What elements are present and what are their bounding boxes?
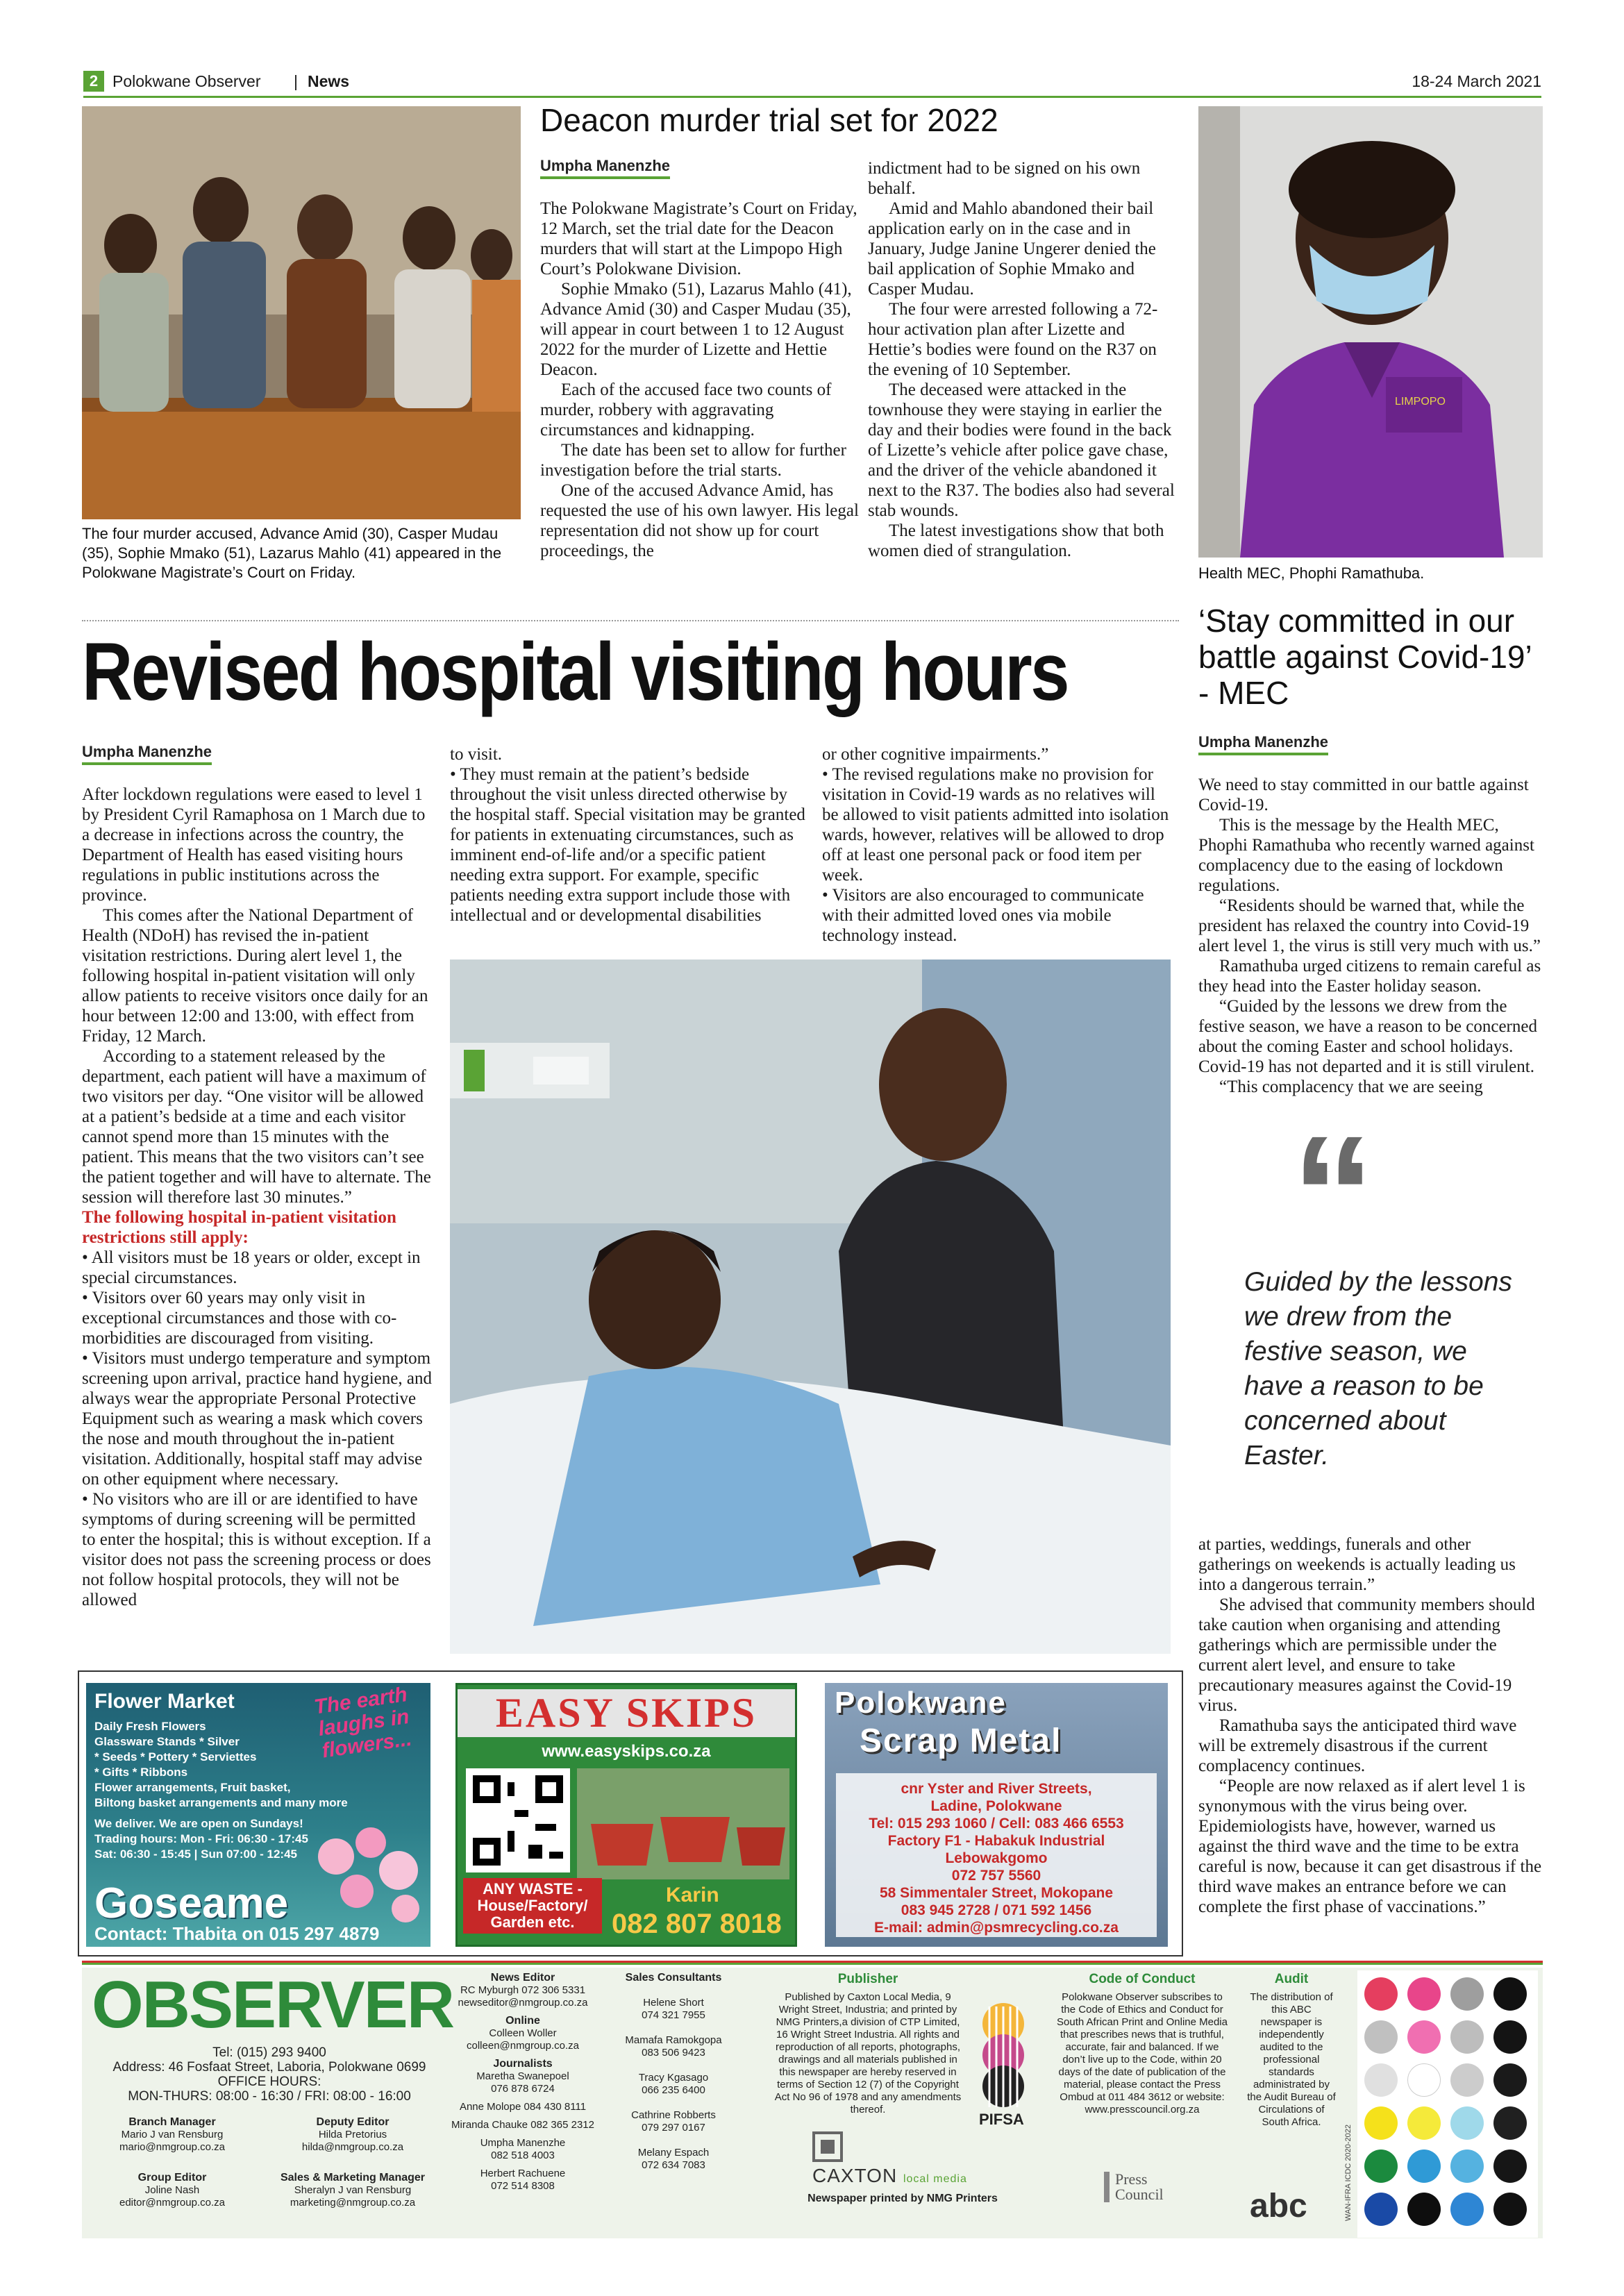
pullquote: Guided by the lessons we drew from the festive season, we have a reason to be concerned about Easter. (1244, 1267, 1512, 1470)
paragraph: After lockdown regulations were eased to level 1 by President Cyril Ramaphosa on 1 March due to a decrease in infections across the country, the Department of Health has eased visiting hours regulations in public institutions across the province. (82, 785, 426, 905)
colour-swatch (1450, 1977, 1484, 2011)
publisher-text: Published by Caxton Local Media, 9 Wright Street, Industria; and printed by NMG Printers,a division of CTP Limited, 16 Wright Street Industria. All rights and reproduction of all reports, photographs, drawings and all materials published in this newspaper are hereby reserved in terms of Section 12 (7) of the Copyright Act No 96 of 1978 and any amendments thereof. (774, 1991, 962, 2115)
colour-swatch (1407, 2020, 1441, 2054)
paragraph: or other cognitive impairments.” (822, 745, 1049, 764)
caxton-name: CAXTON (812, 2165, 898, 2186)
caxton-logo-icon (812, 2131, 843, 2162)
sales-name: Melany Espach (637, 2147, 710, 2159)
journalist: Herbert Rachuene (480, 2168, 566, 2179)
role-email: colleen@nmgroup.co.za (467, 2040, 579, 2052)
role-name: Colleen Woller (489, 2027, 557, 2039)
deputy-editor (262, 2116, 443, 2154)
printed-by: Newspaper printed by NMG Printers (807, 2193, 998, 2204)
pifsa-label: PIFSA (979, 2111, 1024, 2128)
blossom-icon (308, 1822, 426, 1926)
paragraph: Ramathuba urged citizens to remain careful as they head into the Easter holiday season. (1198, 957, 1541, 996)
bullet: • All visitors must be 18 years or older, except in special circumstances. (82, 1248, 421, 1287)
sales-phone: 074 321 7955 (642, 2009, 705, 2021)
page-number-box: 2 (83, 71, 104, 92)
paragraph: This is the message by the Health MEC, Phophi Ramathuba who recently warned against complacency due to the easing of lockdown regulations. (1198, 816, 1534, 895)
header-rule (83, 96, 1541, 98)
role-title: Sales & Marketing Manager (280, 2172, 426, 2184)
svg-text:LIMPOPO: LIMPOPO (1395, 396, 1446, 408)
section-divider (82, 620, 1179, 621)
role-title: Deputy Editor (316, 2116, 390, 2128)
scrap-line: Factory F1 - Habakuk Industrial (887, 1833, 1105, 1849)
skips-waste: ANY WASTE - House/Factory/ Garden etc. (463, 1878, 602, 1934)
easy-skips-ad[interactable] (455, 1683, 797, 1947)
role-title: Audit (1274, 1972, 1309, 1986)
colour-swatch (1364, 2150, 1398, 2183)
sales-name: Cathrine Robberts (631, 2109, 716, 2121)
role-title: Journalists (493, 2058, 553, 2070)
colour-swatch (1493, 2106, 1527, 2140)
publisher (771, 1972, 965, 2116)
hospital-headline: Revised hospital visiting hours (82, 626, 1068, 718)
paragraph: “Residents should be warned that, while the president has relaxed the country into Covid-19 alert level 1, the virus is still very much with us.” (1198, 896, 1541, 955)
paragraph: to visit. (450, 745, 503, 764)
hospital-col-3 (822, 744, 1169, 946)
flower-line: Sat: 06:30 - 15:45 | Sun 07:00 - 12:45 (94, 1847, 298, 1861)
paragraph: We need to stay committed in our battle against Covid-19. (1198, 776, 1529, 814)
audit (1246, 1972, 1337, 2129)
colour-swatch (1364, 2193, 1398, 2226)
mec-byline: Umpha Manenzhe (1198, 733, 1328, 755)
colour-swatch (1407, 2063, 1441, 2097)
wan-ifra-label: WAN-IFRA ICDC 2020-2022 (1344, 2125, 1353, 2221)
scrap-line: 58 Simmentaler Street, Mokopane (879, 1885, 1114, 1901)
colour-swatch (1493, 2020, 1527, 2054)
court-photo (82, 106, 521, 519)
footer-office-hours-title: OFFICE HOURS: (217, 2075, 321, 2089)
hospital-photo (450, 960, 1171, 1654)
colour-swatch (1493, 1977, 1527, 2011)
role-email: editor@nmgroup.co.za (119, 2197, 225, 2209)
scrap-line: E-mail: admin@psmrecycling.co.za (874, 1920, 1119, 1936)
footer-masthead: OBSERVER (92, 1968, 454, 2042)
red-subhead: The following hospital in-patient visitation restrictions still apply: (82, 1208, 396, 1247)
paragraph: This comes after the National Department of Health (NDoH) has revised the in-patient visitation restrictions. During alert level 1, the following hospital in-patient visitation will only allow patients to receive visitors once daily for an hour between 12:00 and 13:00, with effect from Friday, 12 March. (82, 906, 428, 1046)
conduct-text: Polokwane Observer subscribes to the Code of Ethics and Conduct for South African Print and Online Media that prescribes news that is truthful, accurate, fair and balanced. If we don’t live up to the Code, within 20 days of the date of publication of the material, please contact the Press Ombud at 011 484 3612 or website: www.presscouncil.org.za (1057, 1991, 1228, 2115)
mec-headline: ‘Stay committed in our battle against Covid-19’ - MEC (1198, 603, 1532, 711)
footer-rule (82, 1961, 1543, 1965)
flower-line: Flower arrangements, Fruit basket, (94, 1781, 291, 1794)
paragraph: The date has been set to allow for further investigation before the trial starts. (540, 441, 846, 480)
paper-name: Polokwane Observer (112, 72, 261, 90)
sales-name: Mamafa Ramokgopa (625, 2034, 722, 2046)
skip-bins-image (577, 1768, 789, 1879)
deacon-byline: Umpha Manenzhe (540, 157, 670, 179)
sales-phone: 079 297 0167 (642, 2122, 705, 2134)
colour-swatch (1450, 2063, 1484, 2097)
flower-contact: Contact: Thabita on 015 297 4879 (94, 1923, 380, 1944)
paragraph: Ramathuba says the anticipated third wave will be extremely disastrous if the current complacency continues. (1198, 1716, 1517, 1775)
role-name: Mario J van Rensburg (121, 2129, 224, 2140)
branch-manager (82, 2116, 262, 2154)
journalist: 076 878 6724 (491, 2083, 555, 2095)
role-name: Hilda Pretorius (318, 2129, 387, 2140)
section-name: News (308, 72, 350, 90)
role-title: Code of Conduct (1089, 1972, 1196, 1986)
scrap-line: Tel: 015 293 1060 / Cell: 083 466 6553 (869, 1816, 1124, 1832)
journalist: Umpha Manenzhe (480, 2137, 566, 2149)
colour-swatch (1407, 2150, 1441, 2183)
scrap-line: Ladine, Polokwane (930, 1798, 1062, 1814)
deacon-byline-wrap (540, 157, 670, 179)
paragraph: The Polokwane Magistrate’s Court on Friday, 12 March, set the trial date for the Deacon murders that will start at the Limpopo High Court’s Polokwane Division. (540, 199, 857, 278)
journalist: Maretha Swanepoel (476, 2070, 569, 2082)
deacon-col-1 (540, 199, 861, 561)
mec-col-bottom (1198, 1534, 1543, 1917)
header-separator: | (294, 72, 298, 90)
colour-swatch (1364, 2020, 1398, 2054)
paragraph: indictment had to be signed on his own behalf. (868, 159, 1141, 198)
qr-code-icon[interactable] (466, 1768, 570, 1872)
role-email: hilda@nmgroup.co.za (301, 2141, 404, 2153)
role-title: Online (505, 2015, 540, 2027)
role-title: News Editor (490, 1972, 555, 1984)
footer-tel: Tel: (015) 293 9400 (212, 2045, 326, 2060)
role-title: Branch Manager (128, 2116, 216, 2128)
flower-line: Glassware Stands * Silver (94, 1735, 240, 1748)
colour-swatch (1364, 1977, 1398, 2011)
colour-swatch (1364, 2063, 1398, 2097)
paragraph: One of the accused Advance Amid, has requested the use of his own lawyer. His legal representation did not show up for court proceedings, the (540, 481, 859, 560)
scrap-title-2: Scrap Metal (860, 1723, 1062, 1759)
bullet: • Visitors must undergo temperature and symptom screening upon arrival, practice hand hygiene, and always wear the appropriate Personal Protective Equipment such as wearing a mask which covers the nose and mouth throughout the in-patient visitation. Additionally, hospital staff may advise on other equipment where necessary. (82, 1349, 432, 1489)
skips-name: Karin (666, 1884, 719, 1907)
scrap-line: 083 945 2728 / 071 592 1456 (901, 1902, 1092, 1918)
colour-swatch (1364, 2106, 1398, 2140)
skips-title: EASY SKIPS (458, 1689, 795, 1737)
role-email: mario@nmgroup.co.za (119, 2141, 225, 2153)
hospital-byline-wrap (82, 743, 212, 765)
press-council-logo: Press Council (1104, 2172, 1180, 2202)
sales-name: Tracy Kgasago (638, 2072, 709, 2084)
role-email: newseditor@nmgroup.co.za (458, 1997, 588, 2009)
sales-phone: 083 506 9423 (642, 2047, 705, 2059)
colour-swatch (1407, 2106, 1441, 2140)
mec-col-top (1198, 775, 1543, 1097)
paragraph: She advised that community members should take caution when organising and attending gatherings which are permissible under the current alert level, and ensure to take precautionary measures against the Covid-19 virus. (1198, 1595, 1535, 1715)
role-title: Sales Consultants (625, 1972, 722, 1984)
deacon-headline: Deacon murder trial set for 2022 (540, 102, 998, 138)
flower-brand: Goseame (94, 1879, 289, 1927)
journalist: Anne Molope 084 430 8111 (459, 2101, 587, 2113)
footer-contact (82, 2045, 457, 2104)
paragraph: at parties, weddings, funerals and other gatherings on weekends is actually leading us into a dangerous terrain.” (1198, 1535, 1516, 1594)
paragraph: Amid and Mahlo abandoned their bail application early on in the case and in January, Judge Janine Ungerer denied the bail application of Sophie Mmako and Casper Mudau. (868, 199, 1156, 299)
paragraph: The deceased were attacked in the townhouse they were staying in earlier the day and their bodies were found in the back of Lizette’s vehicle after police gave chase, and the driver of the vehicle abandoned it next to the R37. The bodies also had several stab wounds. (868, 380, 1175, 520)
journalist: 072 514 8308 (491, 2180, 555, 2192)
paragraph: “People are now relaxed as if alert level 1 is synonymous with the virus being over. Epidemiologists have, however, warned us against the third wave and the time to be extra careful is now, because it can get disastrous if the third wave makes an entrance before we can complete the first phase of vaccinations.” (1198, 1777, 1542, 1916)
flower-line: Daily Fresh Flowers (94, 1720, 206, 1733)
mec-byline-wrap (1198, 733, 1328, 755)
scrap-line: Lebowakgomo (945, 1850, 1048, 1866)
scrap-info-box (836, 1773, 1157, 1937)
code-of-conduct (1055, 1972, 1229, 2116)
bullet: • No visitors who are ill or are identified to have symptoms of during screening will be permitted to enter the hospital; this is without exception. If a visitor does not pass the screening process or does not follow hospital protocols, they will not be allowed (82, 1490, 431, 1609)
audit-text: The distribution of this ABC newspaper is independently audited to the professional standards administrated by the Audit Bureau of Circulations of South Africa. (1247, 1991, 1336, 2128)
flower-market-ad[interactable] (86, 1683, 430, 1947)
footer-address: Address: 46 Fosfaat Street, Laboria, Polokwane 0699 (112, 2060, 426, 2075)
issue-date: 18-24 March 2021 (1412, 72, 1541, 90)
scrap-metal-ad[interactable] (825, 1683, 1168, 1947)
role-name: RC Myburgh 072 306 5331 (460, 1984, 586, 1996)
bullet: • The revised regulations make no provision for visitation in Covid-19 wards as no relatives will be allowed to visit patients admitted into isolation wards, however, relatives will be allowed to drop off at least one personal pack or food item per week. (822, 765, 1169, 885)
paragraph: Sophie Mmako (51), Lazarus Mahlo (41), Advance Amid (30) and Casper Mudau (35), will appear in court between 1 to 12 August 2022 for the murder of Lizette and Hettie Deacon. (540, 280, 852, 379)
role-name: Joline Nash (144, 2184, 200, 2196)
paragraph: “Guided by the lessons we drew from the festive season, we have a reason to be concerned about the coming Easter and school holidays. Covid-19 has not departed and it is still virulent. (1198, 997, 1537, 1076)
paragraph: The four were arrested following a 72-hour activation plan after Lizette and Hettie’s bodies were found on the R37 on the evening of 10 September. (868, 300, 1158, 379)
colour-swatch (1407, 1977, 1441, 2011)
role-name: Sheralyn J van Rensburg (294, 2184, 412, 2196)
hospital-col-2 (450, 744, 811, 925)
caxton-sub: local media (903, 2173, 967, 2185)
deacon-col-2 (868, 158, 1179, 561)
bullet: • Visitors are also encouraged to communicate with their admitted loved ones via mobile technology instead. (822, 886, 1144, 945)
role-title: Group Editor (137, 2172, 207, 2184)
role-email: marketing@nmgroup.co.za (290, 2197, 416, 2209)
scrap-line: cnr Yster and River Streets, (901, 1781, 1092, 1797)
scrap-line: 072 757 5560 (951, 1868, 1041, 1884)
sales-marketing-manager (262, 2172, 443, 2209)
news-editor (450, 1972, 596, 2193)
journalist: Miranda Chauke 082 365 2312 (451, 2119, 594, 2131)
flower-slogan: The earth laughs in flowers... (312, 1683, 414, 1763)
colour-swatch (1450, 2106, 1484, 2140)
colour-swatch (1450, 2150, 1484, 2183)
colour-swatch (1493, 2063, 1527, 2097)
colour-swatch (1450, 2020, 1484, 2054)
paragraph: Each of the accused face two counts of murder, robbery with aggravating circumstances and kidnapping. (540, 380, 832, 439)
journalist: 082 518 4003 (491, 2150, 555, 2161)
colour-swatch (1407, 2193, 1441, 2226)
hospital-col-1 (82, 785, 432, 1610)
bullet: • They must remain at the patient’s bedside throughout the visit unless directed otherwise by the hospital staff. Special visitation may be granted for patients in extenuating circumstances, such as imminent end-of-life and/or a specific patient needing extra support. For example, specific patients needing extra support include those with intellectual and or developmental disabilities (450, 765, 805, 925)
court-photo-caption: The four murder accused, Advance Amid (30), Casper Mudau (35), Sophie Mmako (51), Lazarus Mahlo (41) appeared in the Polokwane Magistrate’s Court on Friday. (82, 525, 502, 581)
flower-line: * Seeds * Pottery * Serviettes (94, 1750, 257, 1763)
sales-consultants (604, 1972, 743, 2172)
bullet: • Visitors over 60 years may only visit in exceptional circumstances and those with co-morbidities are discouraged from visiting. (82, 1289, 397, 1348)
sales-phone: 072 634 7083 (642, 2159, 705, 2171)
caxton-logo (812, 2165, 967, 2187)
colour-swatch (1493, 2193, 1527, 2226)
mec-photo (1198, 106, 1543, 558)
hospital-byline: Umpha Manenzhe (82, 743, 212, 765)
flower-title: Flower Market (94, 1690, 235, 1713)
paragraph: “This complacency that we are seeing (1219, 1078, 1483, 1096)
flower-line: Trading hours: Mon - Fri: 06:30 - 17:45 (94, 1832, 308, 1845)
quote-mark-icon: “ (1291, 1101, 1375, 1287)
paragraph: According to a statement released by the department, each patient will have a maximum of two visitors per day. “One visitor will be allowed at a patient’s bedside at a time and each visitor cannot spend more than 15 minutes with the patient. This means that the two visitors can’t see the patient together and will have to alternate. The session will therefore last 30 minutes.” (82, 1047, 431, 1207)
colour-swatch (1450, 2193, 1484, 2226)
skips-url: www.easyskips.co.za (542, 1742, 711, 1761)
mec-photo-caption: Health MEC, Phophi Ramathuba. (1198, 564, 1425, 582)
footer-office-hours: MON-THURS: 08:00 - 16:30 / FRI: 08:00 - 16:00 (128, 2089, 411, 2104)
abc-logo: abc (1250, 2188, 1307, 2224)
page-header (83, 68, 1541, 96)
sales-phone: 066 235 6400 (642, 2084, 705, 2096)
flower-line: * Gifts * Ribbons (94, 1766, 188, 1779)
sales-name: Helene Short (643, 1997, 704, 2009)
paragraph: The latest investigations show that both women died of strangulation. (868, 521, 1164, 560)
role-title: Publisher (837, 1972, 898, 1986)
colour-swatch (1493, 2150, 1527, 2183)
flower-line: We deliver. We are open on Sundays! (94, 1817, 303, 1830)
pifsa-logo-icon (972, 2000, 1035, 2111)
group-editor (82, 2172, 262, 2209)
skips-phone: 082 807 8018 (612, 1909, 782, 1939)
scrap-title-1: Polokwane (835, 1686, 1007, 1720)
flower-line: Biltong basket arrangements and many more (94, 1796, 348, 1809)
